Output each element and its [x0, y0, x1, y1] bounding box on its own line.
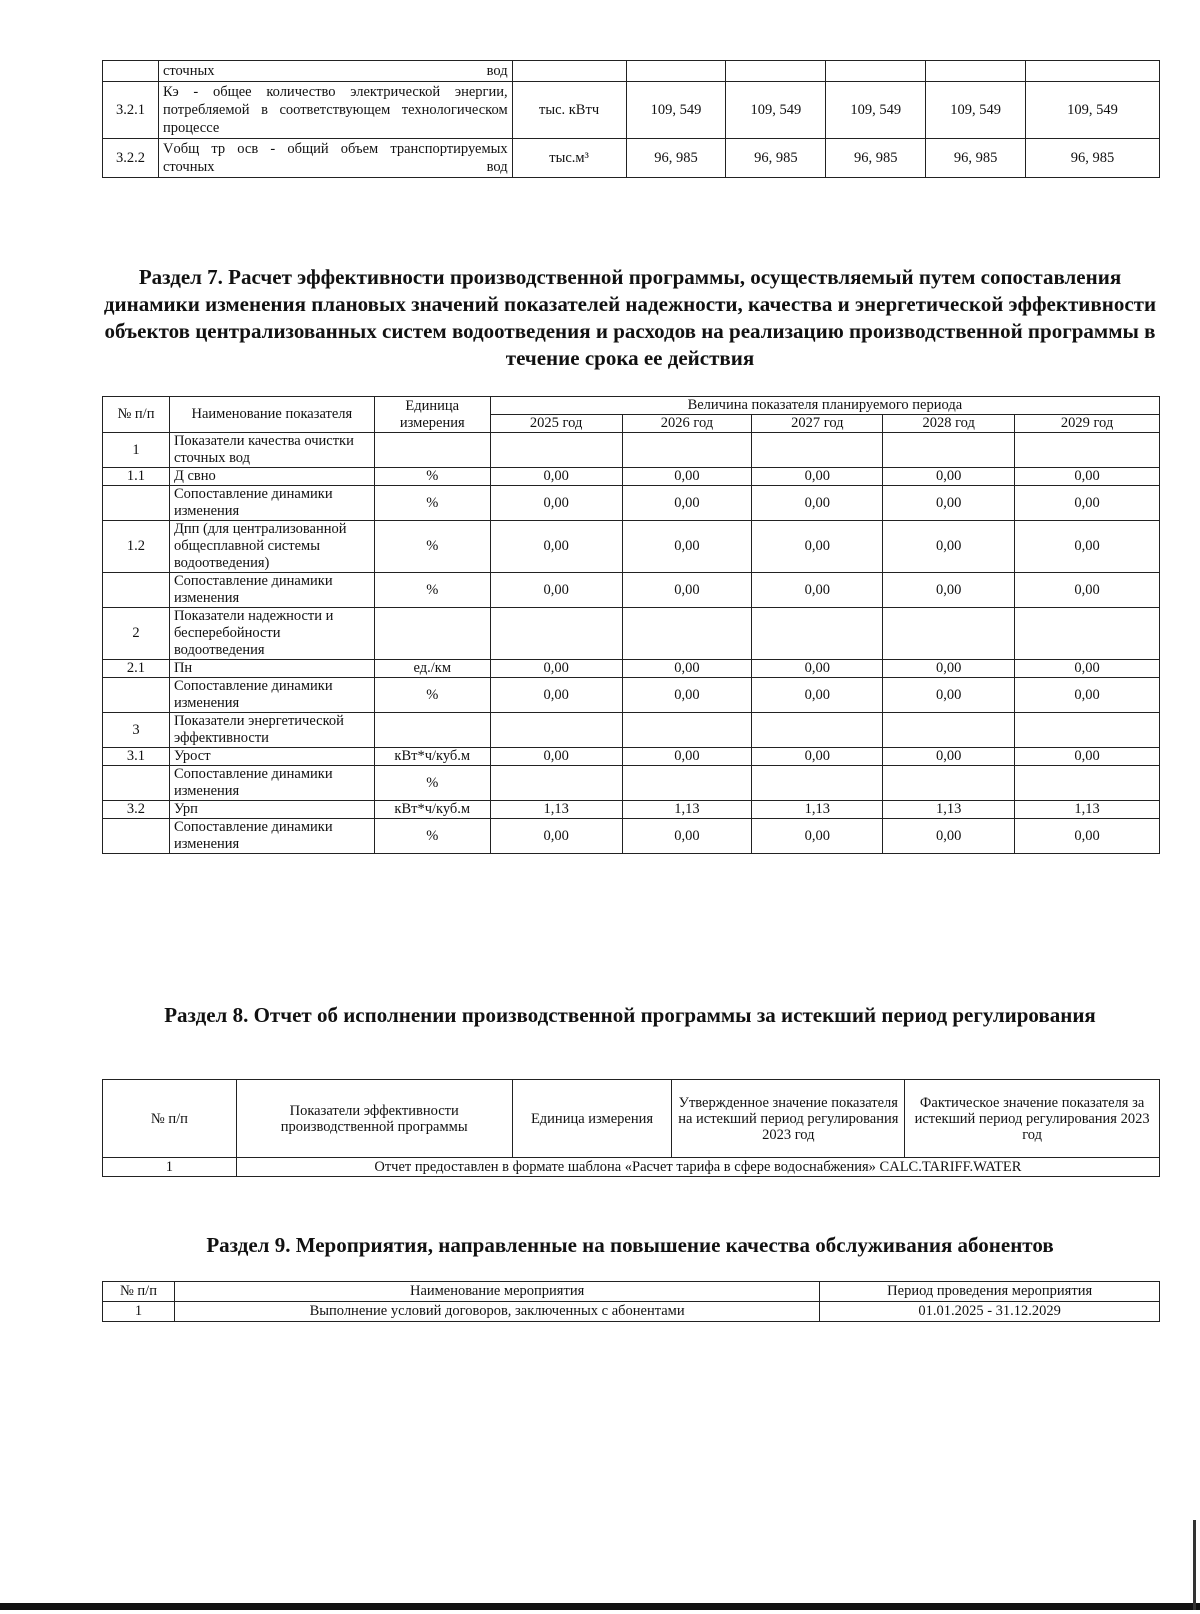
row-name: Кэ - общее количество электрической энергии, потребляемой в соответствующем технологическом процессе — [158, 82, 512, 139]
row-value: 0,00 — [490, 521, 622, 573]
row-name: сточных вод — [158, 61, 512, 82]
row-value — [490, 713, 622, 748]
header-year: 2027 год — [752, 415, 883, 433]
header-year: 2026 год — [622, 415, 752, 433]
row-num: 3.2.1 — [103, 82, 159, 139]
row-value — [622, 608, 752, 660]
header-unit: Единица измерения — [512, 1080, 672, 1158]
row-unit: тыс.м³ — [512, 139, 626, 178]
section-8-table — [102, 1079, 1160, 1177]
table-row — [103, 678, 1160, 713]
row-value: 0,00 — [622, 468, 752, 486]
header-year: 2028 год — [883, 415, 1015, 433]
row-value: 1,13 — [490, 801, 622, 819]
row-value: 0,00 — [883, 521, 1015, 573]
row-value: 0,00 — [622, 678, 752, 713]
row-value: 109, 549 — [726, 82, 826, 139]
row-value: 96, 985 — [626, 139, 726, 178]
header-approved: Утвержденное значение показателя на истекший период регулирования 2023 год — [672, 1080, 905, 1158]
row-name: Сопоставление динамики изменения — [169, 486, 374, 521]
table-row — [103, 766, 1160, 801]
row-unit — [374, 433, 490, 468]
row-value — [622, 433, 752, 468]
row-value: 0,00 — [752, 660, 883, 678]
header-period-group: Величина показателя планируемого периода — [490, 397, 1159, 415]
row-value: 0,00 — [490, 573, 622, 608]
row-name: Выполнение условий договоров, заключенных с абонентами — [174, 1302, 819, 1322]
row-name: Показатели качества очистки сточных вод — [169, 433, 374, 468]
table-row — [103, 660, 1160, 678]
row-value: 0,00 — [883, 660, 1015, 678]
row-value — [883, 433, 1015, 468]
table-row — [103, 468, 1160, 486]
row-value — [726, 61, 826, 82]
row-unit: кВт*ч/куб.м — [374, 801, 490, 819]
table-row — [103, 61, 1160, 82]
row-num: 1 — [103, 1302, 175, 1322]
row-name: Дпп (для централизованной общесплавной системы водоотведения) — [169, 521, 374, 573]
table-row — [103, 748, 1160, 766]
row-name: Д свно — [169, 468, 374, 486]
row-value: 96, 985 — [826, 139, 926, 178]
row-value — [752, 433, 883, 468]
row-value: 0,00 — [490, 660, 622, 678]
section-7-title: Раздел 7. Расчет эффективности производственной программы, осуществляемый путем сопоставления динамики изменения плановых значений показателей надежности, качества и энергетической эффективности объектов централизованных систем водоотведения и расходов на реализацию производственной программы в течение срока ее действия — [103, 265, 1157, 370]
row-name: Vобщ тр осв - общий объем транспортируемых сточных вод — [158, 139, 512, 178]
row-num: 2.1 — [103, 660, 170, 678]
row-value: 0,00 — [752, 521, 883, 573]
table-row — [103, 433, 1160, 468]
row-value: 0,00 — [883, 573, 1015, 608]
row-name: Пн — [169, 660, 374, 678]
row-value: 0,00 — [752, 486, 883, 521]
row-value: 0,00 — [490, 468, 622, 486]
row-value: 109, 549 — [1026, 82, 1160, 139]
row-value: 0,00 — [622, 748, 752, 766]
row-value: 96, 985 — [726, 139, 826, 178]
report-note: Отчет предоставлен в формате шаблона «Расчет тарифа в сфере водоснабжения» CALC.TARIFF.WATER — [236, 1158, 1159, 1177]
row-name: Урост — [169, 748, 374, 766]
row-unit: % — [374, 468, 490, 486]
row-value: 0,00 — [883, 748, 1015, 766]
row-value: 109, 549 — [626, 82, 726, 139]
row-value: 0,00 — [1015, 819, 1160, 854]
header-name: Показатели эффективности производственной программы — [236, 1080, 512, 1158]
section-9-table — [102, 1281, 1160, 1322]
row-value: 0,00 — [490, 748, 622, 766]
section-9-title: Раздел 9. Мероприятия, направленные на повышение качества обслуживания абонентов — [206, 1233, 1054, 1257]
row-value: 109, 549 — [926, 82, 1026, 139]
row-name: Сопоставление динамики изменения — [169, 678, 374, 713]
row-value: 0,00 — [490, 819, 622, 854]
continuation-table-body — [103, 61, 1160, 178]
row-unit: тыс. кВтч — [512, 82, 626, 139]
row-value — [1015, 433, 1160, 468]
row-value: 0,00 — [490, 678, 622, 713]
row-value — [752, 608, 883, 660]
row-value — [883, 766, 1015, 801]
row-value — [490, 608, 622, 660]
row-name: Сопоставление динамики изменения — [169, 766, 374, 801]
row-unit — [374, 713, 490, 748]
row-num: 1 — [103, 1158, 237, 1177]
row-num — [103, 678, 170, 713]
header-name: Наименование показателя — [169, 397, 374, 433]
row-value — [883, 608, 1015, 660]
table-row — [103, 521, 1160, 573]
row-value: 0,00 — [883, 819, 1015, 854]
row-value: 0,00 — [622, 486, 752, 521]
row-value: 0,00 — [1015, 468, 1160, 486]
row-name: Показатели надежности и бесперебойности водоотведения — [169, 608, 374, 660]
table-row — [103, 819, 1160, 854]
section-8-title: Раздел 8. Отчет об исполнении производственной программы за истекший период регулирования — [164, 1003, 1096, 1027]
row-value — [752, 766, 883, 801]
row-num: 1.2 — [103, 521, 170, 573]
row-unit — [512, 61, 626, 82]
row-name: Сопоставление динамики изменения — [169, 573, 374, 608]
row-num: 1.1 — [103, 468, 170, 486]
table-row — [103, 713, 1160, 748]
section-7-table-body — [103, 433, 1160, 854]
row-value: 1,13 — [883, 801, 1015, 819]
row-value: 0,00 — [490, 486, 622, 521]
row-value: 96, 985 — [926, 139, 1026, 178]
row-value: 0,00 — [622, 819, 752, 854]
row-value — [1015, 766, 1160, 801]
header-num: № п/п — [103, 1080, 237, 1158]
section-7-table — [102, 396, 1160, 854]
table-row — [103, 608, 1160, 660]
row-value — [622, 713, 752, 748]
row-value: 0,00 — [752, 573, 883, 608]
row-value: 0,00 — [883, 678, 1015, 713]
header-num: № п/п — [103, 1282, 175, 1302]
row-value: 0,00 — [1015, 660, 1160, 678]
scan-bottom-edge — [0, 1603, 1200, 1610]
header-year: 2025 год — [490, 415, 622, 433]
table-row — [103, 573, 1160, 608]
row-value: 0,00 — [883, 468, 1015, 486]
table-row — [103, 82, 1160, 139]
row-num — [103, 61, 159, 82]
row-value — [1026, 61, 1160, 82]
row-num — [103, 766, 170, 801]
row-num: 3.1 — [103, 748, 170, 766]
row-unit: % — [374, 486, 490, 521]
row-value: 0,00 — [622, 573, 752, 608]
row-value — [883, 713, 1015, 748]
row-value: 96, 985 — [1026, 139, 1160, 178]
table-row — [103, 801, 1160, 819]
row-unit: % — [374, 766, 490, 801]
row-value: 0,00 — [1015, 521, 1160, 573]
row-unit — [374, 608, 490, 660]
row-value: 0,00 — [1015, 573, 1160, 608]
table-row — [103, 486, 1160, 521]
row-value: 0,00 — [1015, 486, 1160, 521]
header-num: № п/п — [103, 397, 170, 433]
row-value — [926, 61, 1026, 82]
row-num: 2 — [103, 608, 170, 660]
header-actual: Фактическое значение показателя за истекший период регулирования 2023 год — [905, 1080, 1160, 1158]
table-row — [103, 139, 1160, 178]
row-value — [490, 766, 622, 801]
row-num — [103, 819, 170, 854]
row-name: Сопоставление динамики изменения — [169, 819, 374, 854]
row-value: 0,00 — [622, 521, 752, 573]
row-value — [752, 713, 883, 748]
header-name: Наименование мероприятия — [174, 1282, 819, 1302]
row-value: 0,00 — [1015, 748, 1160, 766]
row-value: 0,00 — [752, 678, 883, 713]
row-num: 1 — [103, 433, 170, 468]
row-value: 0,00 — [883, 486, 1015, 521]
row-value: 1,13 — [752, 801, 883, 819]
row-value: 1,13 — [1015, 801, 1160, 819]
section-7-table-header — [103, 397, 1160, 433]
row-value — [626, 61, 726, 82]
row-num: 3 — [103, 713, 170, 748]
row-unit: ед./км — [374, 660, 490, 678]
row-unit: % — [374, 678, 490, 713]
row-value — [1015, 608, 1160, 660]
row-name: Урп — [169, 801, 374, 819]
row-value — [1015, 713, 1160, 748]
row-value: 0,00 — [752, 819, 883, 854]
row-value: 0,00 — [752, 748, 883, 766]
continuation-table — [102, 60, 1160, 178]
table-row — [103, 1302, 1160, 1322]
row-num: 3.2.2 — [103, 139, 159, 178]
row-value — [826, 61, 926, 82]
row-value — [490, 433, 622, 468]
scan-right-edge — [1193, 1520, 1196, 1610]
row-value: 0,00 — [622, 660, 752, 678]
row-num — [103, 486, 170, 521]
row-value: 0,00 — [1015, 678, 1160, 713]
table-row — [103, 1158, 1160, 1177]
row-period: 01.01.2025 - 31.12.2029 — [820, 1302, 1160, 1322]
row-value — [622, 766, 752, 801]
row-num: 3.2 — [103, 801, 170, 819]
row-value: 109, 549 — [826, 82, 926, 139]
row-value: 1,13 — [622, 801, 752, 819]
row-value: 0,00 — [752, 468, 883, 486]
row-unit: % — [374, 819, 490, 854]
row-name: Показатели энергетической эффективности — [169, 713, 374, 748]
header-unit: Единица измерения — [374, 397, 490, 433]
row-unit: кВт*ч/куб.м — [374, 748, 490, 766]
header-year: 2029 год — [1015, 415, 1160, 433]
row-unit: % — [374, 573, 490, 608]
row-unit: % — [374, 521, 490, 573]
header-period: Период проведения мероприятия — [820, 1282, 1160, 1302]
row-num — [103, 573, 170, 608]
